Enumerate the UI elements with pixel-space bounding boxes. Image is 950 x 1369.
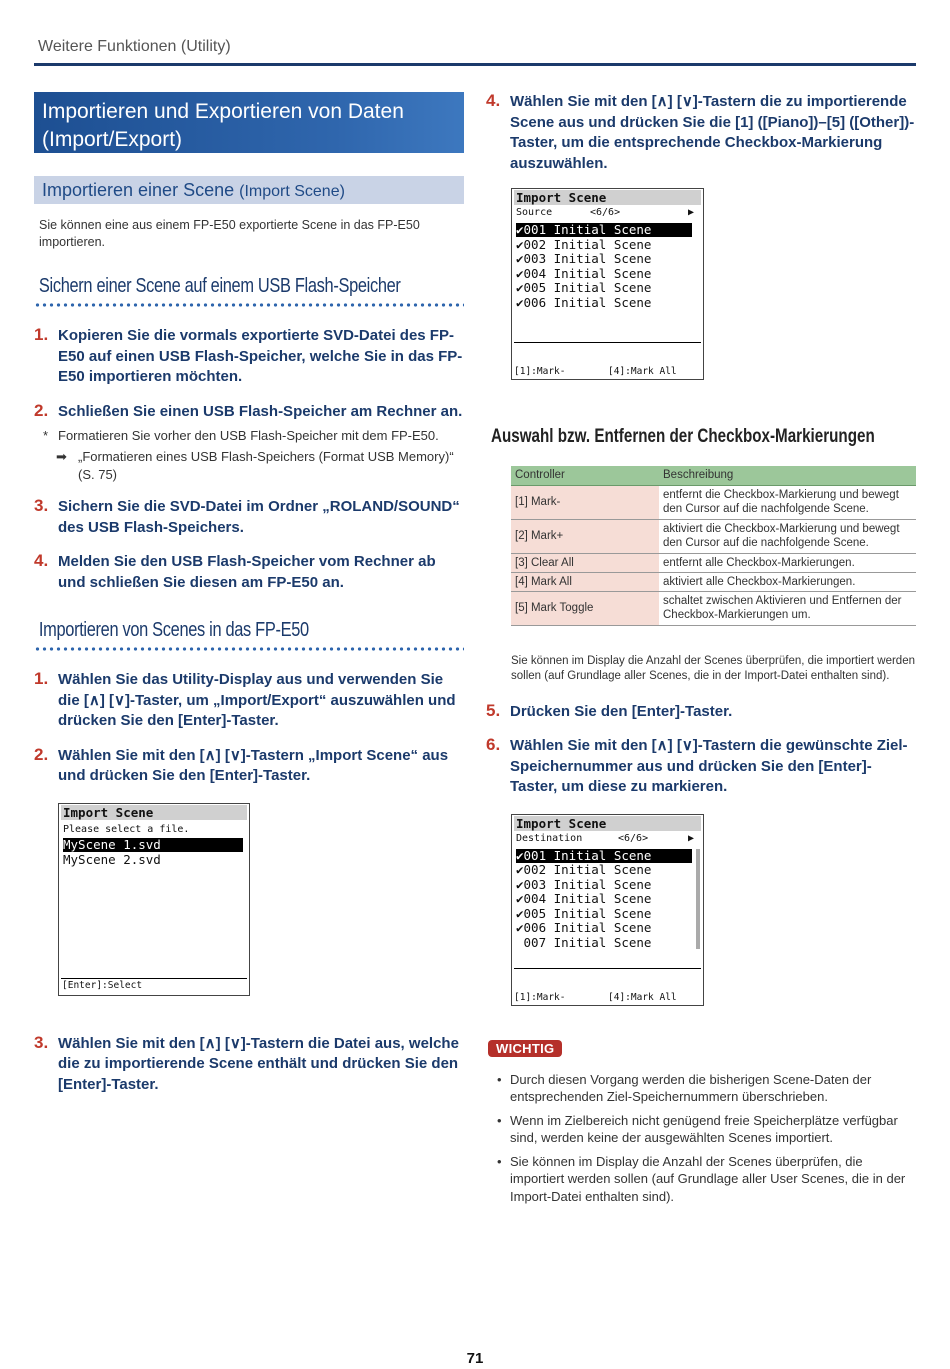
header-rule (34, 63, 916, 66)
step-text: Sichern Sie die SVD-Datei im Ordner „ROLAND/SOUND“ des USB Flash-Speichers. (58, 498, 460, 536)
bullet-text: Wenn im Zielbereich nicht genügend freie Speicherplätze verfügbar sind, werden keine der ausgewählten Scenes importiert. (510, 1112, 898, 1145)
table-cell-description: entfernt die Checkbox-Markierung und bewegt den Cursor auf die nachfolgende Scene. (659, 485, 916, 519)
table-header: Controller (511, 466, 659, 485)
bullet-icon: • (497, 1153, 502, 1169)
table-header-row (511, 466, 916, 485)
step-number: 4. (486, 91, 501, 110)
lcd-scene-item[interactable]: ✔004 Initial Scene (516, 891, 652, 906)
lcd-footer-right (608, 972, 694, 1006)
table-row (511, 485, 916, 519)
step-text: Wählen Sie mit den [∧] [∨]-Tastern die zu importierende Scene aus und drücken Sie die [1] ([Piano])–[5] ([Other])-Taster, um die entsprechende Checkbox-Markierung auszuwählen. (510, 93, 915, 172)
lcd-footer-left (514, 346, 588, 380)
table-note: Sie können im Display die Anzahl der Scenes überprüfen, die importiert werden sollen (auf Grundlage aller Scenes, die in der Import-Datei enthalten sind). (511, 654, 915, 682)
intro-text: Sie können eine aus einem FP-E50 exportierte Scene in das FP-E50 importieren. (39, 218, 420, 249)
table-cell-controller: [4] Mark All (511, 572, 659, 591)
lcd-scene-item[interactable]: ✔001 Initial Scene (516, 849, 692, 863)
step-number: 6. (486, 735, 501, 754)
lcd-prompt: Please select a file. (63, 823, 190, 835)
step-number: 3. (34, 1032, 49, 1052)
right-column (486, 92, 916, 1211)
step-number: 5. (486, 700, 501, 720)
bullet-text: Durch diesen Vorgang werden die bisherigen Scene-Daten der entsprechenden Ziel-Speichernummern überschrieben. (510, 1071, 872, 1104)
running-head: Weitere Funktionen (Utility) (38, 38, 231, 55)
table-row (511, 519, 916, 553)
lcd-scene-item[interactable]: ✔006 Initial Scene (516, 294, 652, 310)
lcd-scene-item[interactable]: ✔004 Initial Scene (516, 265, 652, 281)
lcd-footer-rule (514, 968, 701, 969)
r-step-6 (486, 736, 916, 798)
table-cell-controller: [5] Mark Toggle (511, 591, 659, 625)
s1-note (34, 427, 464, 445)
table-cell-description: aktiviert die Checkbox-Markierung und bewegt den Cursor auf die nachfolgende Scene. (659, 519, 916, 553)
section-banner-paren: (Import Scene) (239, 183, 345, 200)
lcd-title: Import Scene (61, 805, 247, 820)
lcd-scene-item[interactable]: ✔003 Initial Scene (516, 876, 652, 892)
chapter-banner (34, 92, 464, 153)
lcd-file-select (58, 803, 250, 996)
section-banner (34, 176, 464, 204)
lcd-scene-item[interactable]: 007 Initial Scene (516, 934, 652, 950)
step-text: Melden Sie den USB Flash-Speicher vom Rechner ab und schließen Sie diesen am FP-E50 an. (58, 553, 436, 591)
table-cell-controller: [2] Mark+ (511, 519, 659, 553)
lcd-file-2[interactable]: MyScene 2.svd (63, 851, 161, 867)
r-step-4 (486, 92, 916, 174)
important-box (488, 1040, 916, 1058)
lcd-key-4: [4]:Mark All (608, 366, 677, 377)
lcd-file-1[interactable]: MyScene 1.svd (63, 838, 243, 852)
checkbox-subsection-title: Auswahl bzw. Entfernen der Checkbox-Markierungen (491, 426, 875, 447)
r-step-5 (486, 702, 916, 723)
lcd-scene-item[interactable]: ✔005 Initial Scene (516, 280, 652, 295)
s1-step-3 (34, 497, 464, 538)
step-number: 4. (34, 551, 49, 570)
s1-step-1 (34, 326, 464, 388)
step-text: Kopieren Sie die vormals exportierte SVD-Datei des FP-E50 auf einen USB Flash-Speicher, welche Sie in das FP-E50 importieren möchten. (58, 327, 463, 385)
note-text: Formatieren Sie vorher den USB Flash-Speicher mit dem FP-E50. (58, 428, 439, 443)
s2-step-2 (34, 746, 464, 787)
section1-title: Sichern einer Scene auf einem USB Flash-Speicher (38, 275, 401, 297)
lcd-key-1: [1]:Mark- (514, 366, 566, 377)
bullet-icon: • (497, 1071, 502, 1087)
lcd-footer: [Enter]:Select (62, 979, 143, 991)
step-number: 2. (34, 744, 49, 764)
section2-title: Importieren von Scenes in das FP-E50 (38, 619, 309, 641)
lcd-footer-left (514, 972, 588, 1006)
table-row (511, 591, 916, 625)
step-number: 2. (34, 400, 49, 420)
lcd-field-value: <6/6> (618, 832, 649, 844)
dotted-rule (34, 647, 464, 651)
s2-step-1 (34, 670, 464, 732)
lcd-footer-rule (61, 978, 247, 979)
table-cell-description: aktiviert alle Checkbox-Markierungen. (659, 572, 916, 591)
important-list (486, 1071, 916, 1206)
lcd-scene-item[interactable]: ✔002 Initial Scene (516, 862, 652, 877)
bullet-icon: • (497, 1112, 502, 1128)
step-text: Schließen Sie einen USB Flash-Speicher am Rechner an. (58, 402, 463, 420)
list-item (486, 1153, 916, 1206)
list-item (486, 1112, 916, 1147)
table-row (511, 553, 916, 572)
lcd-title: Import Scene (514, 816, 701, 831)
s1-step-2 (34, 402, 464, 423)
step-number: 3. (34, 496, 49, 515)
arrow-right-icon: ➡ (56, 449, 67, 464)
step-text: Drücken Sie den [Enter]-Taster. (510, 702, 733, 720)
dotted-rule (34, 303, 464, 307)
lcd-key-1: [1]:Mark- (514, 991, 566, 1003)
lcd-scene-item[interactable]: ✔001 Initial Scene (516, 223, 692, 237)
step-text: Wählen Sie mit den [∧] [∨]-Tastern „Import Scene“ aus und drücken Sie den [Enter]-Taster. (58, 746, 449, 784)
lcd-footer-right (608, 346, 694, 380)
banner-line-2: (Import/Export) (42, 128, 183, 151)
page-number: 71 (466, 1350, 484, 1367)
lcd-source-select (511, 188, 704, 380)
play-arrow-icon: ▶ (688, 207, 695, 218)
step-text: Wählen Sie das Utility-Display aus und verwenden Sie die [∧] [∨]-Taster, um „Import/Export“ auszuwählen und drücken Sie den [Enter]-Taster. (58, 671, 456, 729)
table-cell-description: entfernt alle Checkbox-Markierungen. (659, 553, 916, 572)
section1-heading (34, 275, 464, 307)
lcd-scene-item[interactable]: ✔006 Initial Scene (516, 920, 652, 935)
lcd-field-label: Destination (516, 832, 583, 844)
controller-table (511, 466, 916, 626)
table-header: Beschreibung (659, 466, 916, 485)
lcd-field-label: Source (516, 207, 553, 218)
banner-line-1: Importieren und Exportieren von Daten (42, 100, 404, 123)
left-column (34, 92, 464, 1095)
important-badge: WICHTIG (488, 1040, 562, 1057)
table-cell-controller: [1] Mark- (511, 485, 659, 519)
s2-step-3 (34, 1034, 464, 1096)
reference-text: „Formatieren eines USB Flash-Speichers (Format USB Memory)“ (S. 75) (78, 449, 454, 482)
step-number: 1. (34, 325, 49, 344)
s1-step-4 (34, 552, 464, 593)
table-row (511, 572, 916, 591)
lcd-scene-item[interactable]: ✔003 Initial Scene (516, 251, 652, 266)
table-cell-description: schaltet zwischen Aktivieren und Entfernen der Checkbox-Markierungen um. (659, 591, 916, 625)
step-text: Wählen Sie mit den [∧] [∨]-Tastern die Datei aus, welche die zu importierende Scene enthält und drücken Sie den [Enter]-Taster. (58, 1034, 459, 1093)
step-text: Wählen Sie mit den [∧] [∨]-Tastern die gewünschte Ziel-Speichernummer aus und drücken Sie den [Enter]-Taster, um diese zu markieren. (510, 737, 908, 795)
lcd-footer-rule (514, 342, 701, 343)
step-number: 1. (34, 669, 49, 688)
lcd-scrollbar[interactable] (696, 849, 700, 949)
lcd-destination-select (511, 814, 704, 1006)
note-asterisk: * (43, 428, 49, 443)
section2-heading (34, 619, 464, 651)
play-arrow-icon: ▶ (688, 832, 695, 844)
lcd-key-4: [4]:Mark All (608, 991, 677, 1003)
s1-reference[interactable] (34, 448, 464, 484)
section-banner-main: Importieren einer Scene (42, 180, 240, 200)
lcd-field-value: <6/6> (590, 207, 621, 218)
lcd-scene-item[interactable]: ✔002 Initial Scene (516, 236, 652, 252)
table-cell-controller: [3] Clear All (511, 553, 659, 572)
list-item (486, 1071, 916, 1106)
lcd-scene-item[interactable]: ✔005 Initial Scene (516, 905, 652, 921)
lcd-title: Import Scene (514, 190, 701, 205)
bullet-text: Sie können im Display die Anzahl der Scenes überprüfen, die importiert werden sollen (auf Grundlage aller User Scenes, die in der Import-Datei enthalten sind). (510, 1153, 906, 1204)
